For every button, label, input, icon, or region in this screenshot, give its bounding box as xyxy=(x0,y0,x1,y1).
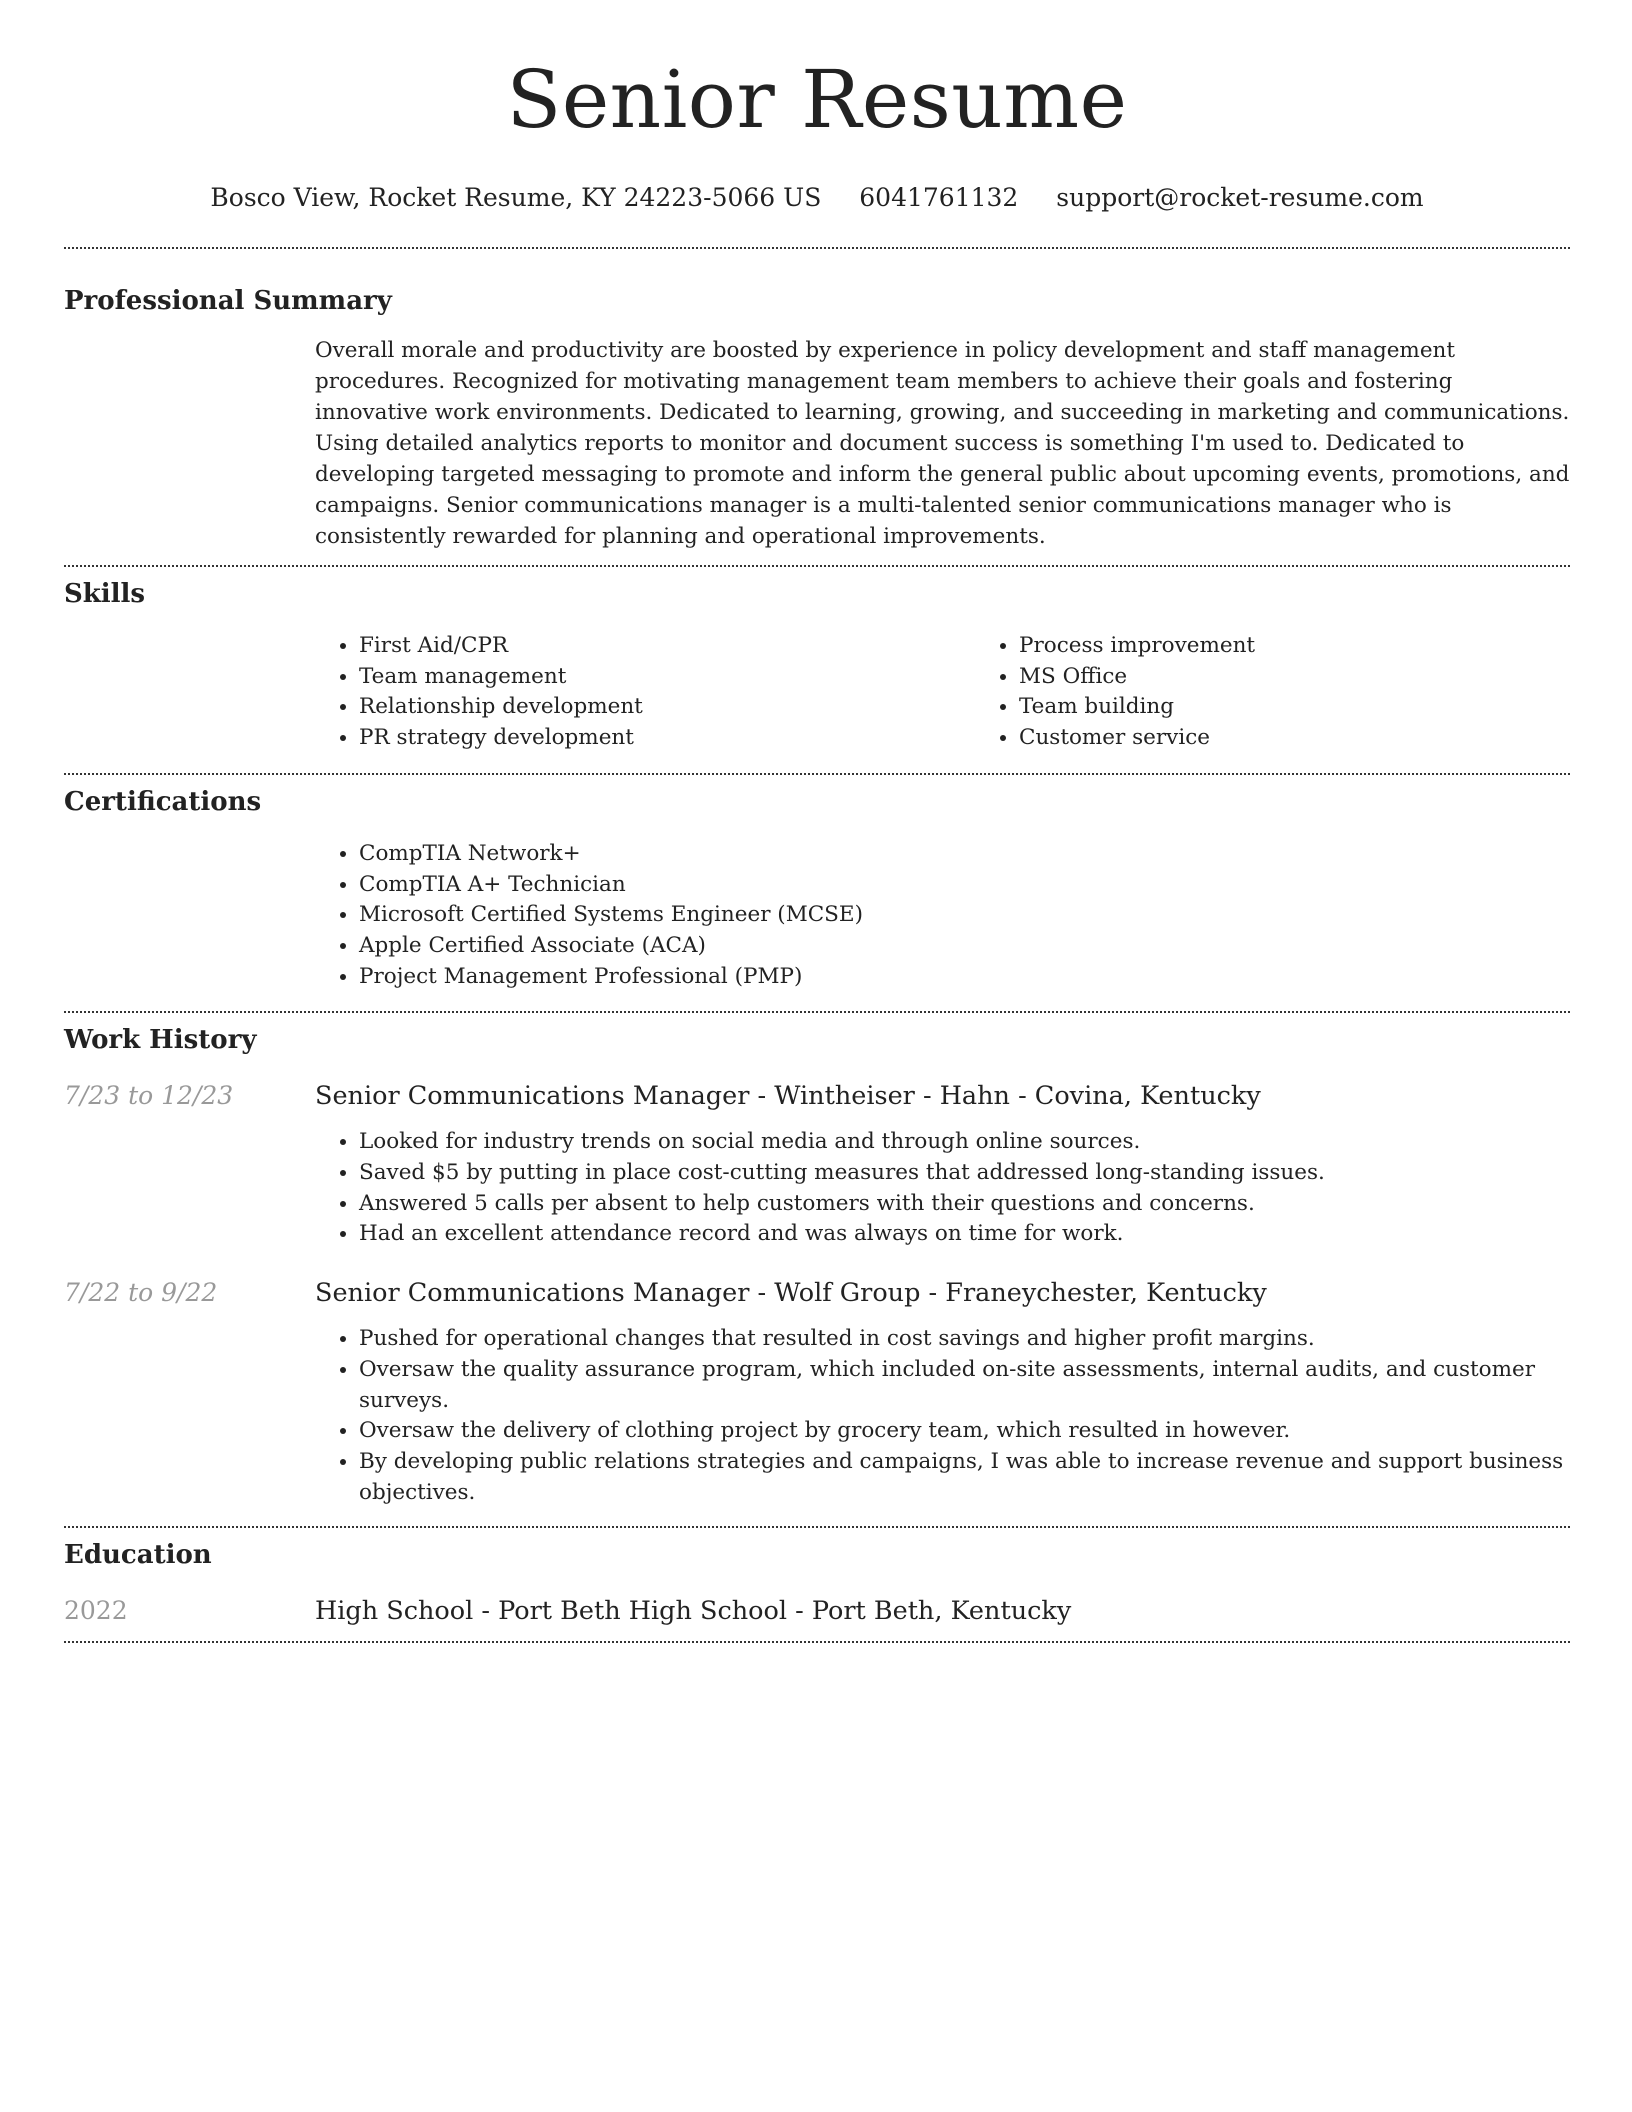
education-title: High School - Port Beth High School - Port Beth, Kentucky xyxy=(315,1596,1072,1627)
skill-item: • MS Office xyxy=(1019,662,1632,693)
certification-item: • Microsoft Certified Systems Engineer (MCSE) xyxy=(359,900,1570,931)
job-dates: 7/23 to 12/23 xyxy=(64,1081,234,1111)
skill-item: • Process improvement xyxy=(1019,631,1632,662)
summary-text: Overall morale and productivity are boosted by experience in policy development and staff management procedures. Recognized for motivating management team members to achieve their goals and fostering innovative work environments. Dedicated to learning, growing, and succeeding in marketing and communications. Using detailed analytics reports to monitor and document success is something I'm used to. Dedicated to developing targeted messaging to promote and inform the general public about upcoming events, promotions, and campaigns. Senior communications manager is a multi-talented senior communications manager who is consistently rewarded for planning and operational improvements. xyxy=(315,338,1570,549)
job-bullet: • Oversaw the delivery of clothing project by grocery team, which resulted in however. xyxy=(359,1416,1570,1447)
skill-item: • Customer service xyxy=(1019,723,1632,754)
section-heading-skills: Skills xyxy=(64,579,146,609)
resume-page xyxy=(64,0,1570,1643)
skill-item: • Relationship development xyxy=(359,692,975,723)
skills-list-left xyxy=(315,631,975,754)
contact-email: support@rocket-resume.com xyxy=(1056,183,1424,212)
certification-item: • Apple Certified Associate (ACA) xyxy=(359,931,1570,962)
job-bullet: • Looked for industry trends on social media and through online sources. xyxy=(359,1127,1570,1158)
skills-section xyxy=(64,578,1570,754)
education-year: 2022 xyxy=(64,1596,128,1626)
job-bullet: • Oversaw the quality assurance program, which included on-site assessments, internal audits, and customer surveys. xyxy=(359,1355,1570,1416)
job-entry xyxy=(64,1080,1570,1250)
section-heading-education: Education xyxy=(64,1540,212,1571)
contact-address: Bosco View, Rocket Resume, KY 24223-5066 US xyxy=(210,183,822,212)
certification-item: • Project Management Professional (PMP) xyxy=(359,962,1570,993)
job-bullet: • By developing public relations strategies and campaigns, I was able to increase revenue and support business objectives. xyxy=(359,1447,1570,1508)
job-bullets xyxy=(315,1127,1570,1250)
certifications-list xyxy=(315,839,1570,993)
job-bullet: • Saved $5 by putting in place cost-cutting measures that addressed long-standing issues. xyxy=(359,1158,1570,1189)
skill-item: • First Aid/CPR xyxy=(359,631,975,662)
section-divider xyxy=(64,247,1570,249)
work-history-section xyxy=(64,1024,1570,1508)
skill-item: • Team building xyxy=(1019,692,1632,723)
education-section xyxy=(64,1539,1570,1627)
section-heading-certifications: Certifications xyxy=(64,786,262,817)
skill-item: • PR strategy development xyxy=(359,723,975,754)
skill-item: • Team management xyxy=(359,662,975,693)
certification-item: • CompTIA Network+ xyxy=(359,839,1570,870)
certifications-section xyxy=(64,786,1570,993)
section-heading-summary: Professional Summary xyxy=(64,286,392,316)
section-divider xyxy=(64,1526,1570,1528)
summary-section xyxy=(64,285,1570,552)
contact-phone: 6041761132 xyxy=(859,183,1019,212)
section-divider xyxy=(64,1641,1570,1643)
resume-name: Senior Resume xyxy=(506,53,1128,146)
contact-line xyxy=(64,182,1570,214)
job-bullet: • Had an excellent attendance record and was always on time for work. xyxy=(359,1219,1570,1250)
job-bullet: • Answered 5 calls per absent to help customers with their questions and concerns. xyxy=(359,1189,1570,1220)
job-title: Senior Communications Manager - Wolf Group - Franeychester, Kentucky xyxy=(315,1278,1267,1309)
job-entry xyxy=(64,1277,1570,1508)
job-title: Senior Communications Manager - Wintheiser - Hahn - Covina, Kentucky xyxy=(315,1081,1261,1112)
section-divider xyxy=(64,1011,1570,1013)
job-dates: 7/22 to 9/22 xyxy=(64,1278,218,1308)
skills-list-right xyxy=(975,631,1632,754)
section-divider xyxy=(64,773,1570,775)
job-bullets xyxy=(315,1324,1570,1508)
section-heading-work: Work History xyxy=(64,1025,257,1056)
job-bullet: • Pushed for operational changes that resulted in cost savings and higher profit margins. xyxy=(359,1324,1570,1355)
section-divider xyxy=(64,565,1570,567)
certification-item: • CompTIA A+ Technician xyxy=(359,870,1570,901)
